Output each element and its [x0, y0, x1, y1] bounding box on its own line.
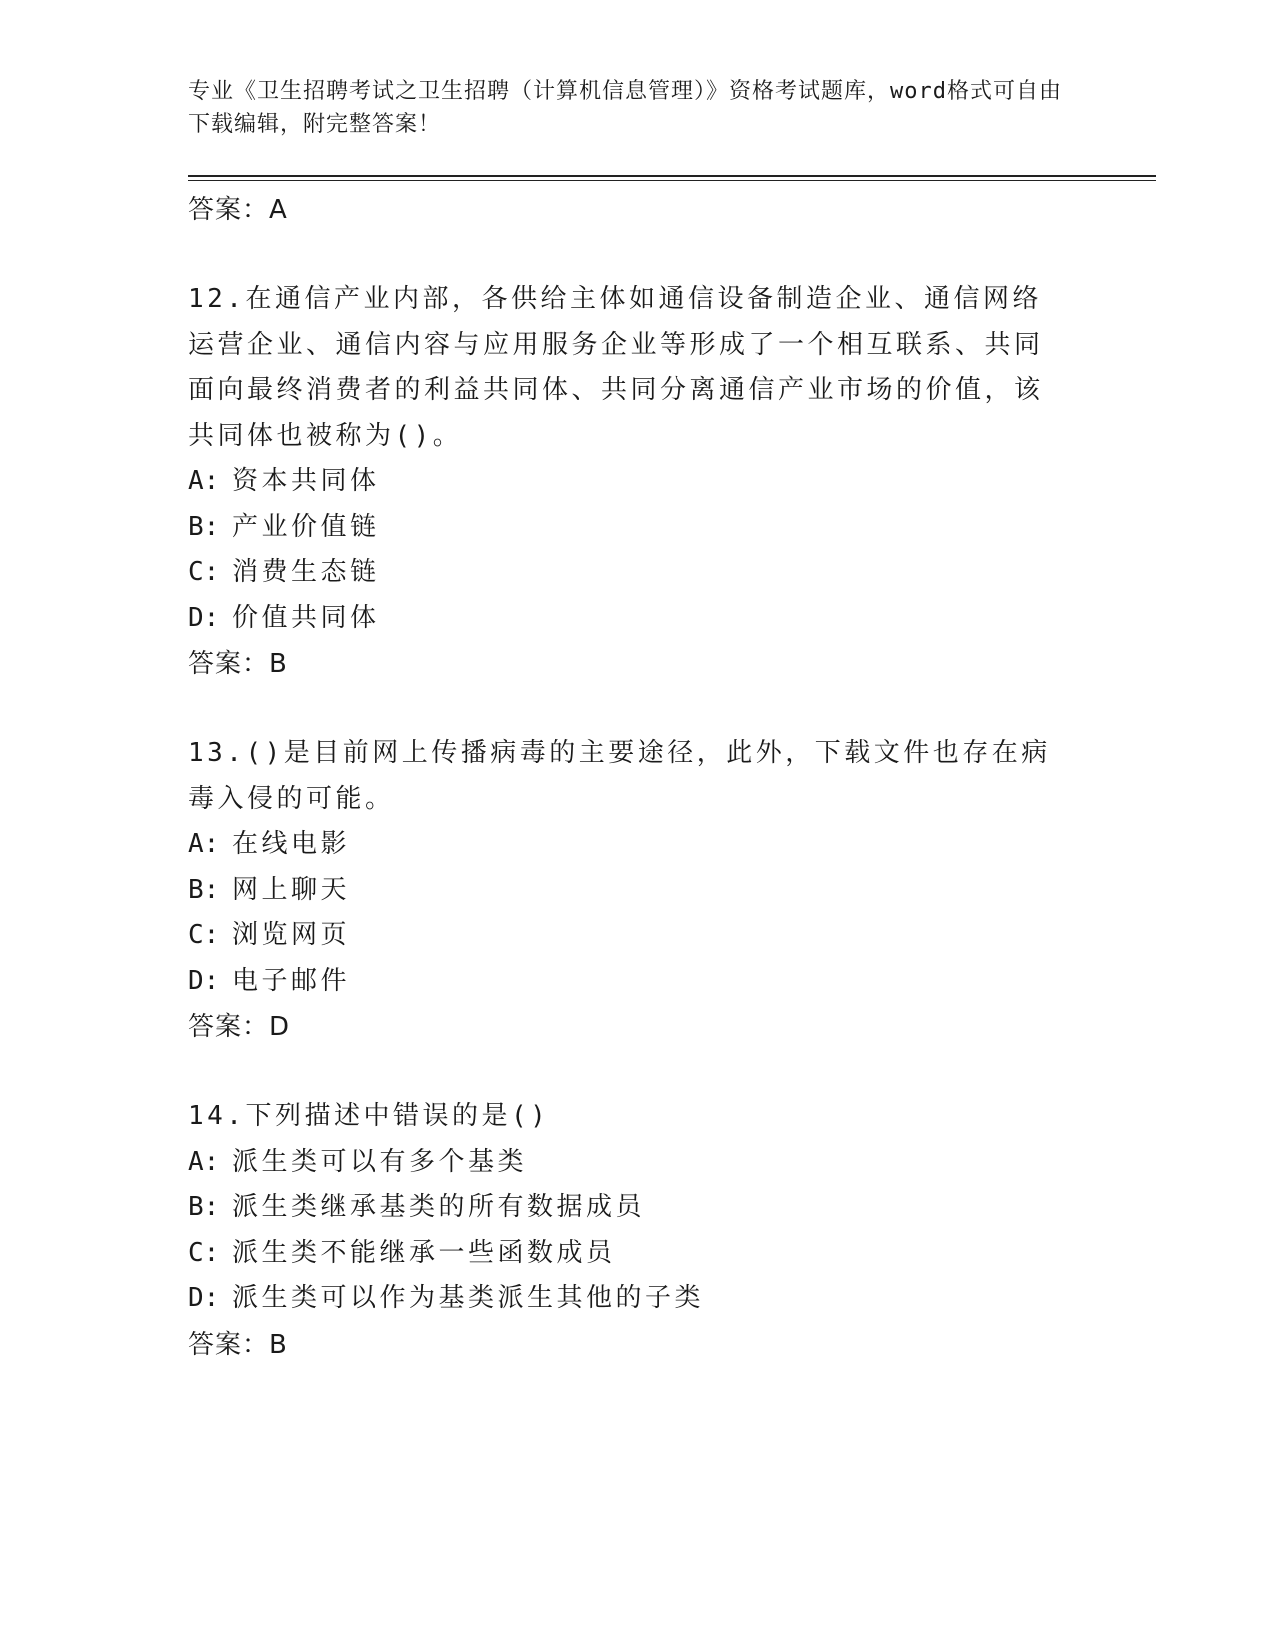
option-text: 价值共同体: [232, 602, 380, 633]
document-page: [188, 0, 1148, 1368]
option-text: 派生类不能继承一些函数成员: [232, 1237, 616, 1268]
option-key: C:: [188, 920, 220, 950]
option-text: 在线电影: [232, 829, 351, 859]
option-key: B:: [188, 511, 220, 542]
option-key: C:: [188, 557, 220, 587]
option-text: 消费生态链: [232, 557, 380, 587]
option-key: A:: [188, 466, 220, 496]
option-d: [188, 596, 1148, 642]
question-stem: 13.()是目前网上传播病毒的主要途径，此外，下载文件也存在病毒入侵的可能。: [188, 738, 1051, 814]
option-text: 派生类可以有多个基类: [232, 1146, 528, 1177]
option-text: 派生类继承基类的所有数据成员: [232, 1192, 646, 1222]
question-12: [188, 277, 1148, 687]
option-text: 产业价值链: [232, 511, 380, 542]
option-d: [188, 1276, 1148, 1322]
option-a: [188, 1140, 1148, 1186]
question-stem: 12.在通信产业内部，各供给主体如通信设备制造企业、通信网络运营企业、通信内容与应用服务企业等形成了一个相互联系、共同面向最终消费者的利益共同体、共同分离通信产业市场的价值，该共同体也被称为()。: [188, 284, 1044, 451]
option-b: [188, 868, 1148, 914]
option-a: [188, 822, 1148, 868]
answer-line: 答案：B: [188, 649, 288, 679]
option-c: [188, 550, 1148, 596]
option-key: D:: [188, 1283, 220, 1313]
option-b: [188, 1185, 1148, 1231]
question-stem: 14.下列描述中错误的是(): [188, 1101, 550, 1131]
option-c: [188, 913, 1148, 959]
answer-line: 答案：B: [188, 1329, 288, 1360]
option-c: [188, 1231, 1148, 1277]
question-13: [188, 731, 1148, 1050]
previous-question-answer: 答案：A: [188, 195, 288, 225]
answer-line: 答案：D: [188, 1012, 291, 1042]
option-text: 浏览网页: [232, 920, 351, 950]
option-d: [188, 959, 1148, 1005]
option-a: [188, 459, 1148, 505]
page-header: 专业《卫生招聘考试之卫生招聘（计算机信息管理）》资格考试题库，word格式可自由下载编辑，附完整答案！: [188, 79, 1062, 137]
option-key: A:: [188, 829, 220, 859]
header-divider-thin: [188, 180, 1156, 181]
option-text: 电子邮件: [232, 965, 351, 996]
header-divider-thick: [188, 175, 1156, 177]
option-key: C:: [188, 1237, 220, 1268]
option-key: A:: [188, 1146, 220, 1177]
option-text: 派生类可以作为基类派生其他的子类: [232, 1283, 705, 1313]
question-14: [188, 1094, 1148, 1368]
option-key: D:: [188, 965, 220, 996]
option-text: 资本共同体: [232, 466, 380, 496]
option-key: D:: [188, 602, 220, 633]
option-key: B:: [188, 874, 220, 905]
option-b: [188, 505, 1148, 551]
option-key: B:: [188, 1192, 220, 1222]
option-text: 网上聊天: [232, 874, 351, 905]
